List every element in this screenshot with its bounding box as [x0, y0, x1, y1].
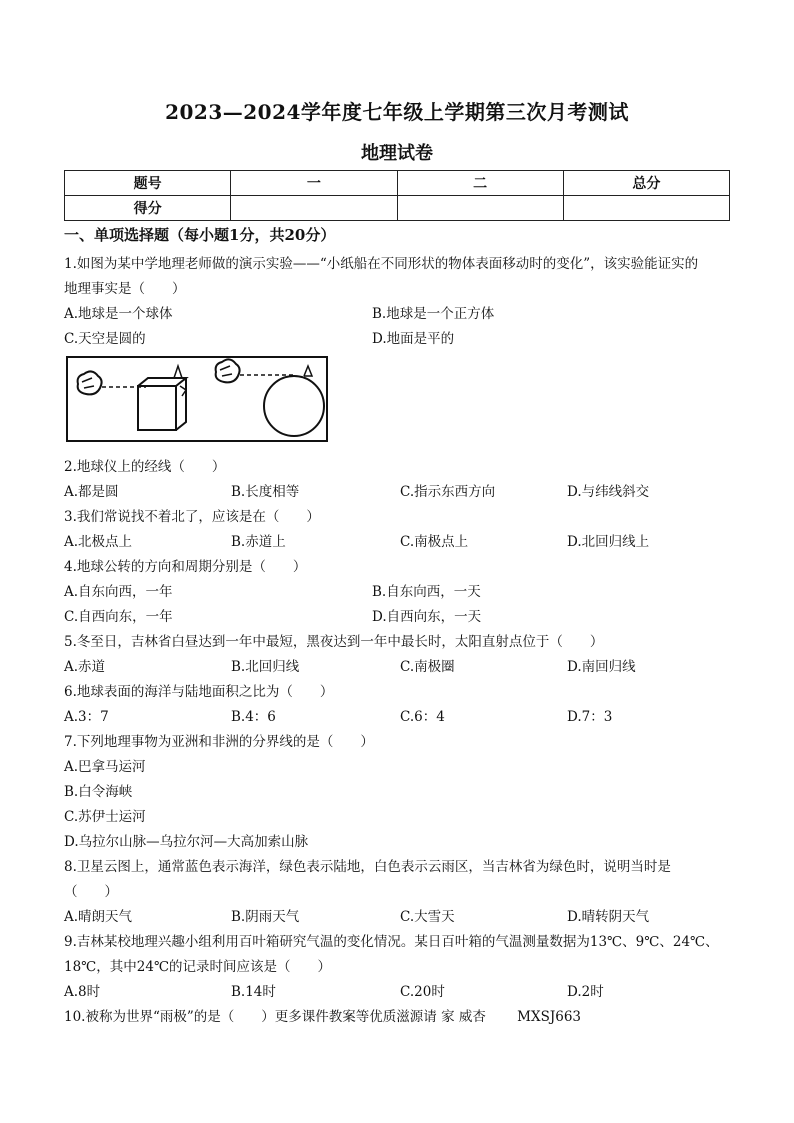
score-cell	[231, 196, 397, 221]
question-6-option-a: A.3：7	[64, 709, 109, 725]
question-8-stem: 8.卫星云图上，通常蓝色表示海洋，绿色表示陆地，白色表示云雨区，当吉林省为绿色时，说明当时是	[64, 859, 671, 875]
question-5-option-d: D.南回归线	[567, 659, 636, 675]
question-7-option-c: C.苏伊士运河	[64, 809, 146, 825]
question-5-option-c: C.南极圈	[400, 659, 455, 675]
question-6-option-d: D.7：3	[567, 709, 613, 725]
question-7-option-d: D.乌拉尔山脉—乌拉尔河—大高加索山脉	[64, 834, 309, 850]
score-cell: 二	[397, 171, 563, 196]
question-4-option-d: D.自西向东，一天	[372, 609, 482, 625]
score-cell: 得分	[65, 196, 231, 221]
score-table	[64, 170, 730, 221]
question-6-option-c: C.6：4	[400, 709, 445, 725]
question-2-stem: 2.地球仪上的经线（ ）	[64, 459, 226, 475]
question-6-stem: 6.地球表面的海洋与陆地面积之比为（ ）	[64, 684, 334, 700]
score-cell	[563, 196, 729, 221]
question-3-option-a: A.北极点上	[64, 534, 133, 550]
question-4-stem: 4.地球公转的方向和周期分别是（ ）	[64, 559, 307, 575]
question-5-option-b: B.北回归线	[231, 659, 300, 675]
paper-boat-icon-left	[78, 371, 102, 394]
question-3-option-c: C.南极点上	[400, 534, 469, 550]
question-9-option-d: D.2时	[567, 984, 604, 1000]
question-2-option-c: C.指示东西方向	[400, 484, 496, 500]
cube-shape	[138, 366, 186, 430]
exam-title: 2023—2024学年度七年级上学期第三次月考测试	[165, 100, 629, 124]
question-3-option-b: B.赤道上	[231, 534, 286, 550]
section-heading: 一、单项选择题（每小题1分，共20分）	[64, 226, 336, 244]
figure-frame	[67, 357, 327, 441]
question-2-option-a: A.都是圆	[64, 484, 119, 500]
question-1-stem-cont: 地理事实是（ ）	[64, 281, 186, 297]
question-8-option-c: C.大雪天	[400, 909, 455, 925]
boat-sail-icon	[304, 366, 312, 376]
question-4-option-b: B.自东向西，一天	[372, 584, 481, 600]
question-8-option-a: A.晴朗天气	[64, 909, 133, 925]
question-9-option-b: B.14时	[231, 984, 276, 1000]
question-1-option-c: C.天空是圆的	[64, 331, 146, 347]
question-8-option-d: D.晴转阴天气	[567, 909, 650, 925]
question-9-stem: 9.吉林某校地理兴趣小组利用百叶箱研究气温的变化情况。某日百叶箱的气温测量数据为13℃、9℃、24℃、	[64, 934, 719, 950]
question-9-option-c: C.20时	[400, 984, 445, 1000]
question-7-option-b: B.白令海峡	[64, 784, 133, 800]
paper-boat-icon-right	[216, 359, 240, 382]
score-cell: 题号	[65, 171, 231, 196]
question-7-stem: 7.下列地理事物为亚洲和非洲的分界线的是（ ）	[64, 734, 374, 750]
question-8-option-b: B.阴雨天气	[231, 909, 300, 925]
question-1-stem: 1.如图为某中学地理老师做的演示实验——“小纸船在不同形状的物体表面移动时的变化”，该实验能证实的	[64, 256, 699, 272]
question-4-option-a: A.自东向西，一年	[64, 584, 173, 600]
question-2-option-d: D.与纬线斜交	[567, 484, 650, 500]
question-3-stem: 3.我们常说找不着北了，应该是在（ ）	[64, 509, 320, 525]
question-6-option-b: B.4：6	[231, 709, 276, 725]
score-table-row	[65, 196, 730, 221]
question-9-option-a: A.8时	[64, 984, 101, 1000]
question-8-stem-cont: （ ）	[64, 884, 118, 900]
exam-subtitle: 地理试卷	[361, 143, 433, 164]
question-9-stem-cont: 18℃，其中24℃的记录时间应该是（ ）	[64, 959, 332, 975]
paper-boat-experiment-figure	[66, 356, 328, 442]
question-10-stem: 10.被称为世界“雨极”的是（ ）更多课件教案等优质滋源请 家 威杏 MXSJ663	[64, 1009, 582, 1025]
sphere-shape	[264, 376, 324, 436]
question-7-option-a: A.巴拿马运河	[64, 759, 146, 775]
question-3-option-d: D.北回归线上	[567, 534, 650, 550]
score-table-row	[65, 171, 730, 196]
question-5-option-a: A.赤道	[64, 659, 106, 675]
question-2-option-b: B.长度相等	[231, 484, 300, 500]
question-5-stem: 5.冬至日，吉林省白昼达到一年中最短，黑夜达到一年中最长时，太阳直射点位于（ ）	[64, 634, 604, 650]
score-cell: 一	[231, 171, 397, 196]
score-cell	[397, 196, 563, 221]
score-cell: 总分	[563, 171, 729, 196]
question-1-option-a: A.地球是一个球体	[64, 306, 173, 322]
question-4-option-c: C.自西向东，一年	[64, 609, 173, 625]
question-1-option-d: D.地面是平的	[372, 331, 455, 347]
question-1-option-b: B.地球是一个正方体	[372, 306, 495, 322]
